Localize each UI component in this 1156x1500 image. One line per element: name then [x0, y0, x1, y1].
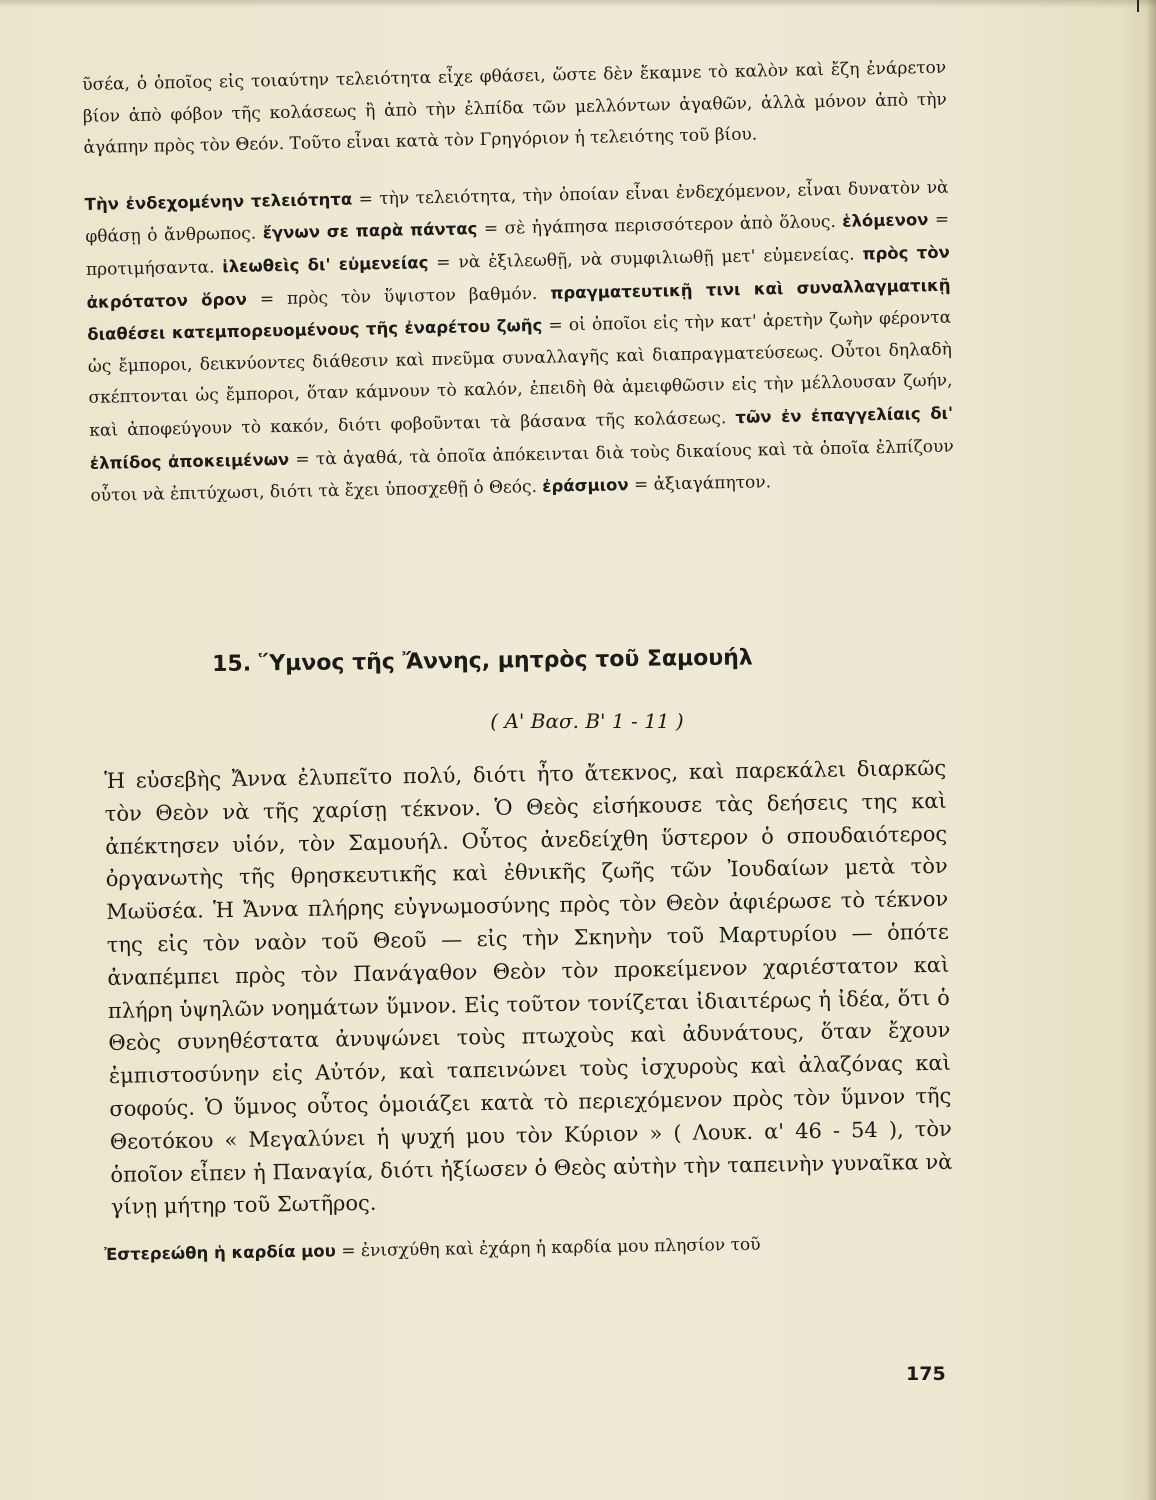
- glossary-term: ἔγνων σε παρὰ πάντας: [262, 219, 478, 243]
- glossary-term: ἐράσμιον: [542, 475, 629, 496]
- glossary-term: τῶν ἐν ἐπαγγελίαις δι' ἐλπίδος ἀποκειμένων: [89, 403, 954, 473]
- glossary-term: ἱλεωθεὶς δι' εὐμενείας: [222, 253, 429, 277]
- page-number: 175: [906, 1363, 946, 1385]
- glossary-definition: = ἀξιαγάπητον.: [628, 472, 772, 496]
- notes-block: [82, 53, 955, 513]
- section-body: [104, 752, 953, 1224]
- glossary-definition: = τὴν τελειότητα, τὴν ὁποίαν εἶναι ἐνδεχόμενον, εἶναι δυνατὸν νὰ φθάσῃ ὁ ἄνθρωπος.: [85, 177, 949, 248]
- scan-mark: [1137, 0, 1139, 12]
- page-right-shadow: [1146, 0, 1156, 1500]
- glossary-definition: = πρὸς τὸν ὕψιστον βαθμόν.: [246, 283, 551, 310]
- glossary-definition: = οἱ ὁποῖοι εἰς τὴν κατ' ἀρετὴν ζωὴν φέροντα ὡς ἔμποροι, δεικνύοντες διάθεσιν καὶ πνεῦμα συναλλαγῆς καὶ διαπραγματεύσεως. Οὗτοι δηλαδὴ σκέπτονται ὡς ἔμποροι, ὅταν κάμνουν τὸ καλόν, ἐπειδὴ θὰ ἀμειφθῶσιν εἰς τὴν μέλλουσαν ζωήν, καὶ ἀποφεύγουν τὸ κακόν, διότι φοβοῦνται τὰ βάσανα τῆς κολάσεως.: [87, 307, 953, 441]
- body-paragraph: Ἡ εὐσεβὴς Ἄννα ἐλυπεῖτο πολύ, διότι ἦτο ἄτεκνος, καὶ παρεκάλει διαρκῶς τὸν Θεὸν νὰ τῆς χαρίσῃ τέκνον. Ὁ Θεὸς εἰσήκουσε τὰς δεήσεις της καὶ ἀπέκτησεν υἱόν, τὸν Σαμουήλ. Οὗτος ἀνεδείχθη ὕστερον ὁ σπουδαιότερος ὀργανωτὴς τῆς θρησκευτικῆς καὶ ἐθνικῆς ζωῆς τῶν Ἰουδαίων μετὰ τὸν Μωϋσέα. Ἡ Ἄννα πλήρης εὐγνωμοσύνης πρὸς τὸν Θεὸν ἀφιέρωσε τὸ τέκνον της εἰς τὸν ναὸν τοῦ Θεοῦ — εἰς τὴν Σκηνὴν τοῦ Μαρτυρίου — ὁπότε ἀναπέμπει πρὸς τὸν Πανάγαθον Θεὸν τὸν προκείμενον χαριέστατον καὶ πλήρη ὑψηλῶν νοημάτων ὕμνον. Εἰς τοῦτον τονίζεται ἰδιαιτέρως ἡ ἰδέα, ὅτι ὁ Θεὸς συνηθέστατα ἀνυψώνει τοὺς πτωχοὺς καὶ ἀδυνάτους, ὅταν ἔχουν ἐμπιστοσύνην εἰς Αὐτόν, καὶ ταπεινώνει τοὺς ἰσχυροὺς καὶ ἀλαζόνας καὶ σοφούς. Ὁ ὕμνος οὗτος ὁμοιάζει κατὰ τὸ περιεχόμενον πρὸς τὸν ὕμνον τῆς Θεοτόκου « Μεγαλύνει ἡ ψυχή μου τὸν Κύριον » ( Λουκ. α' 46 - 54 ), τὸν ὁποῖον εἶπεν ἡ Παναγία, διότι ἠξίωσεν ὁ Θεὸς αὐτὴν τὴν ταπεινὴν γυναῖκα νὰ γίνῃ μήτηρ τοῦ Σωτῆρος.: [104, 755, 953, 1220]
- glossary-definition: = ἐνισχύθη καὶ ἐχάρη ἡ καρδία μου πλησίον τοῦ: [335, 1234, 761, 1262]
- glossary-definition: = προτιμήσαντα.: [85, 210, 950, 280]
- glossary-term: πρὸς τὸν ἀκρότατον ὅρον: [86, 242, 950, 312]
- glossary-term: πραγματευτικῇ τινι καὶ συναλλαγματικῇ διαθέσει κατεμπορευομένους τῆς ἐναρέτου ζωῆς: [87, 275, 951, 345]
- glossary-definition: = σὲ ἠγάπησα περισσότερον ἀπὸ ὅλους.: [477, 212, 843, 240]
- glossary-definition: = νὰ ἐξιλεωθῇ, νὰ συμφιλιωθῇ μετ' εὐμενείας.: [428, 244, 863, 274]
- page-top-shadow: [0, 0, 1156, 8]
- glossary-term: ἑλόμενον: [842, 210, 929, 232]
- section-reference: ( Α' Βασ. Β' 1 - 11 ): [490, 709, 684, 733]
- notes-paragraph: ῦσέα, ὁ ὁποῖος εἰς τοιαύτην τελειότητα εἶχε φθάσει, ὥστε δὲν ἔκαμνε τὸ καλὸν καὶ ἔζη ἐνάρετον βίον ἀπὸ φόβον τῆς κολάσεως ἢ ἀπὸ τὴν ἐλπίδα τῶν μελλόντων ἀγαθῶν, ἀλλὰ μόνον ἀπὸ τὴν ἀγάπην πρὸς τὸν Θεόν. Τοῦτο εἶναι κατὰ τὸν Γρηγόριον ἡ τελειότης τοῦ βίου.: [82, 57, 947, 159]
- glossary-paragraph: [84, 171, 954, 512]
- section-heading: 15. Ὕμνος τῆς Ἄννης, μητρὸς τοῦ Σαμουήλ: [212, 645, 753, 677]
- glossary-term: Τὴν ἐνδεχομένην τελειότητα: [84, 189, 353, 214]
- glossary-definition: = τὰ ἀγαθά, τὰ ὁποῖα ἀπόκεινται διὰ τοὺς δικαίους καὶ τὰ ὁποῖα ἐλπίζουν οὗτοι νὰ ἐπιτύχωσι, διότι τὰ ἔχει ὑποσχεθῇ ὁ Θεός.: [90, 436, 954, 507]
- glossary-term: Ἐστερεώθη ἡ καρδία μου: [104, 1241, 336, 1264]
